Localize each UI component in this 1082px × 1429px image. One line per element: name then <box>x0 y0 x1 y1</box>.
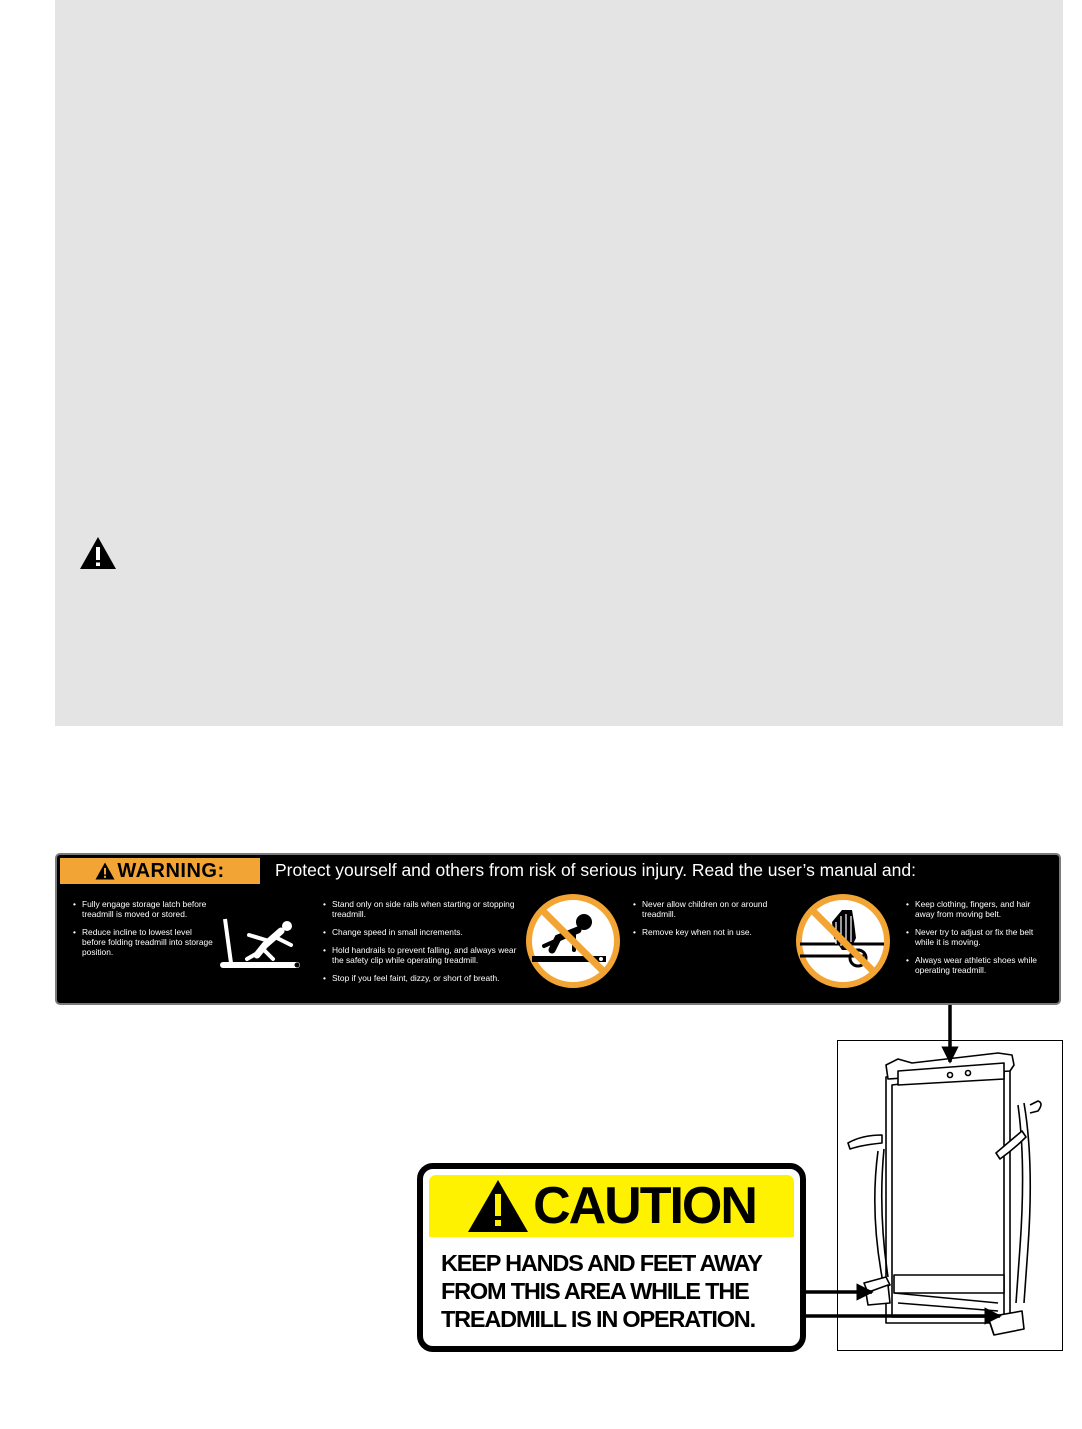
warning-column-2 <box>323 899 523 991</box>
warning-label-text: WARNING: <box>117 859 225 882</box>
warning-item: • Remove key when not in use. <box>633 927 783 937</box>
warning-item: • Stop if you feel faint, dizzy, or short of breath. <box>323 973 523 983</box>
warning-item: • Reduce incline to lowest level before folding treadmill into storage position. <box>73 927 213 957</box>
warning-column-3 <box>633 899 783 945</box>
warning-column-1 <box>73 899 213 965</box>
no-hands-icon <box>794 892 892 990</box>
warning-triangle-icon <box>95 862 115 880</box>
warning-decal <box>55 853 1061 1005</box>
warning-item: • Stand only on side rails when starting or stopping treadmill. <box>323 899 523 919</box>
warning-item: • Never allow children on or around treadmill. <box>633 899 783 919</box>
caution-message: KEEP HANDS AND FEET AWAY FROM THIS AREA WHILE THE TREADMILL IS IN OPERATION. <box>441 1250 762 1332</box>
warning-item: • Keep clothing, fingers, and hair away from moving belt. <box>906 899 1051 919</box>
warning-item: • Change speed in small increments. <box>323 927 523 937</box>
falling-person-icon <box>217 915 307 977</box>
caution-title: CAUTION <box>533 1177 756 1235</box>
warning-item: • Never try to adjust or fix the belt while it is moving. <box>906 927 1051 947</box>
warning-column-4 <box>906 899 1051 983</box>
caution-header <box>429 1175 794 1237</box>
caution-label <box>417 1163 806 1352</box>
warning-label <box>60 858 260 884</box>
info-panel <box>55 0 1063 726</box>
treadmill-illustration <box>838 1041 1061 1349</box>
warning-item: • Hold handrails to prevent falling, and always wear the safety clip while operating treadmill. <box>323 945 523 965</box>
warning-headline: Protect yourself and others from risk of serious injury. Read the user’s manual and: <box>275 860 916 880</box>
warning-triangle-icon <box>467 1179 529 1233</box>
warning-item: • Fully engage storage latch before treadmill is moved or stored. <box>73 899 213 919</box>
no-children-icon <box>524 892 622 990</box>
treadmill-illustration-frame <box>837 1040 1063 1351</box>
warning-triangle-icon <box>79 536 117 570</box>
warning-item: • Always wear athletic shoes while operating treadmill. <box>906 955 1051 975</box>
